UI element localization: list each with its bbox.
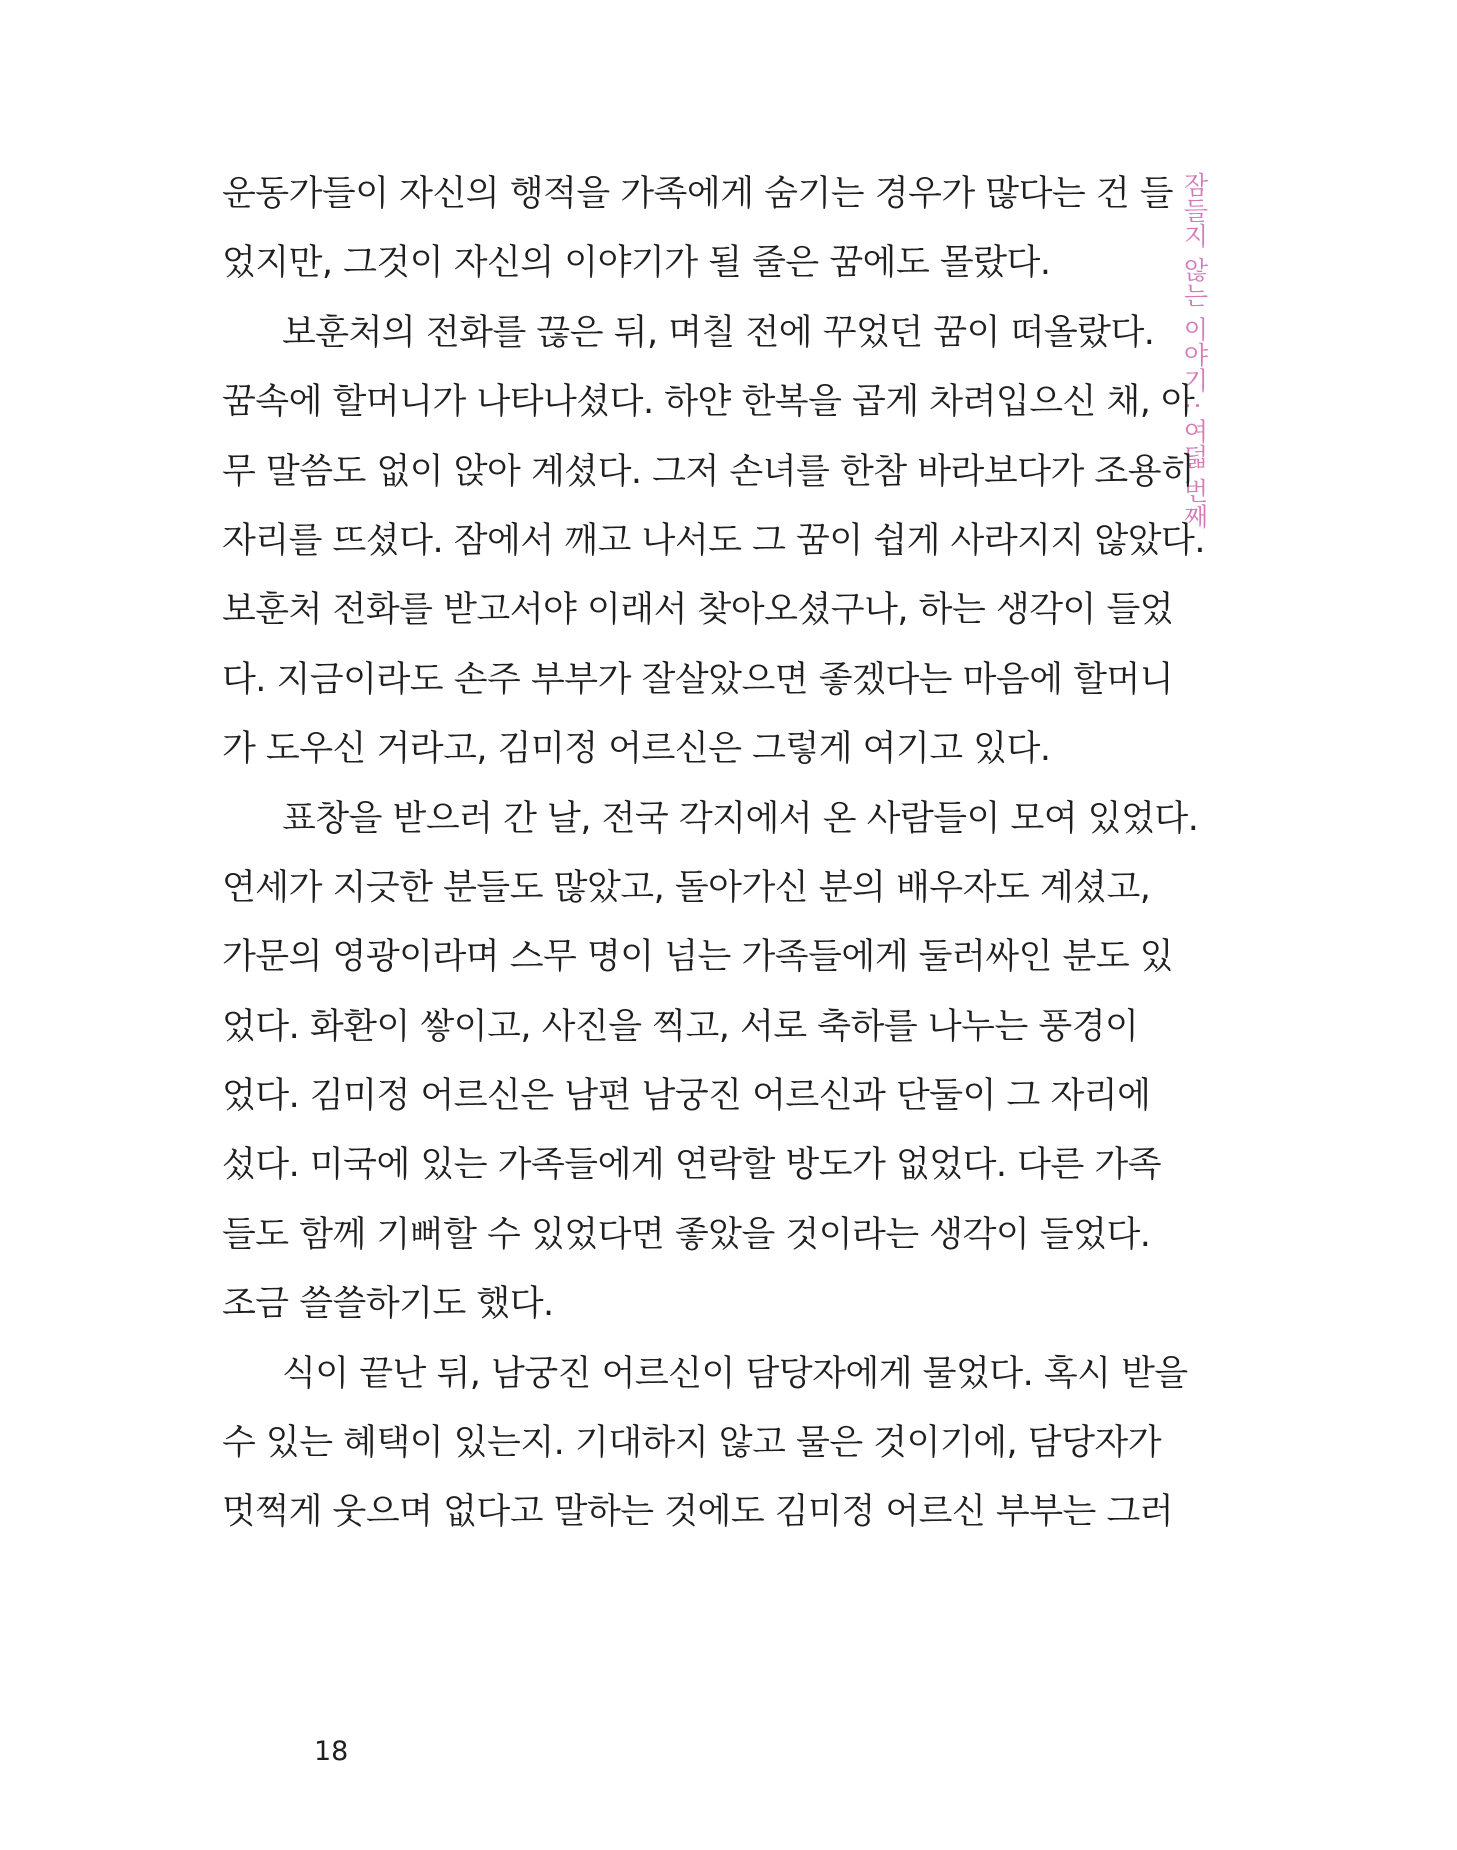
text-line: 자리를 뜨셨다. 잠에서 깨고 나서도 그 꿈이 쉽게 사라지지 않았다. (222, 520, 1205, 561)
text-line: 무 말씀도 없이 앉아 계셨다. 그저 손녀를 한참 바라보다가 조용히 (222, 451, 1195, 492)
text-line: 멋쩍게 웃으며 없다고 말하는 것에도 김미정 어르신 부부는 그러 (222, 1492, 1174, 1533)
page-number: 18 (314, 1736, 349, 1767)
text-line: 었지만, 그것이 자신의 이야기가 될 줄은 꿈에도 몰랐다. (222, 243, 1051, 284)
text-line: 섰다. 미국에 있는 가족들에게 연락할 방도가 없었다. 다른 가족 (222, 1145, 1162, 1186)
text-line: 식이 끝난 뒤, 남궁진 어르신이 담당자에게 물었다. 혹시 받을 (282, 1353, 1188, 1394)
text-line: 었다. 김미정 어르신은 남편 남궁진 어르신과 단둘이 그 자리에 (222, 1076, 1151, 1117)
text-line: 보훈처 전화를 받고서야 이래서 찾아오셨구나, 하는 생각이 들었 (222, 590, 1174, 631)
text-line: 표창을 받으러 간 날, 전국 각지에서 온 사람들이 모여 있었다. (282, 798, 1199, 839)
text-line: 조금 쓸쓸하기도 했다. (222, 1284, 554, 1325)
text-line: 가문의 영광이라며 스무 명이 넘는 가족들에게 둘러싸인 분도 있 (222, 937, 1174, 978)
text-line: 었다. 화환이 쌓이고, 사진을 찍고, 서로 축하를 나누는 풍경이 (222, 1006, 1139, 1047)
text-line: 연세가 지긋한 분들도 많았고, 돌아가신 분의 배우자도 계셨고, (222, 867, 1151, 908)
text-line: 보훈처의 전화를 끊은 뒤, 며칠 전에 꾸었던 꿈이 떠올랐다. (282, 312, 1155, 353)
text-line: 운동가들이 자신의 행적을 가족에게 숨기는 경우가 많다는 건 들 (222, 174, 1174, 214)
text-line: 꿈속에 할머니가 나타나셨다. 하얀 한복을 곱게 차려입으신 채, 아 (222, 382, 1195, 423)
running-title: 잠들지 않는 이야기 : 여덟 번째 (1180, 172, 1209, 530)
text-line: 다. 지금이라도 손주 부부가 잘살았으면 좋겠다는 마음에 할머니 (222, 659, 1174, 700)
text-line: 가 도우신 거라고, 김미정 어르신은 그렇게 여기고 있다. (222, 729, 1051, 770)
text-line: 들도 함께 기뻐할 수 있었다면 좋았을 것이라는 생각이 들었다. (222, 1214, 1151, 1255)
text-line: 수 있는 혜택이 있는지. 기대하지 않고 물은 것이기에, 담당자가 (222, 1423, 1162, 1464)
